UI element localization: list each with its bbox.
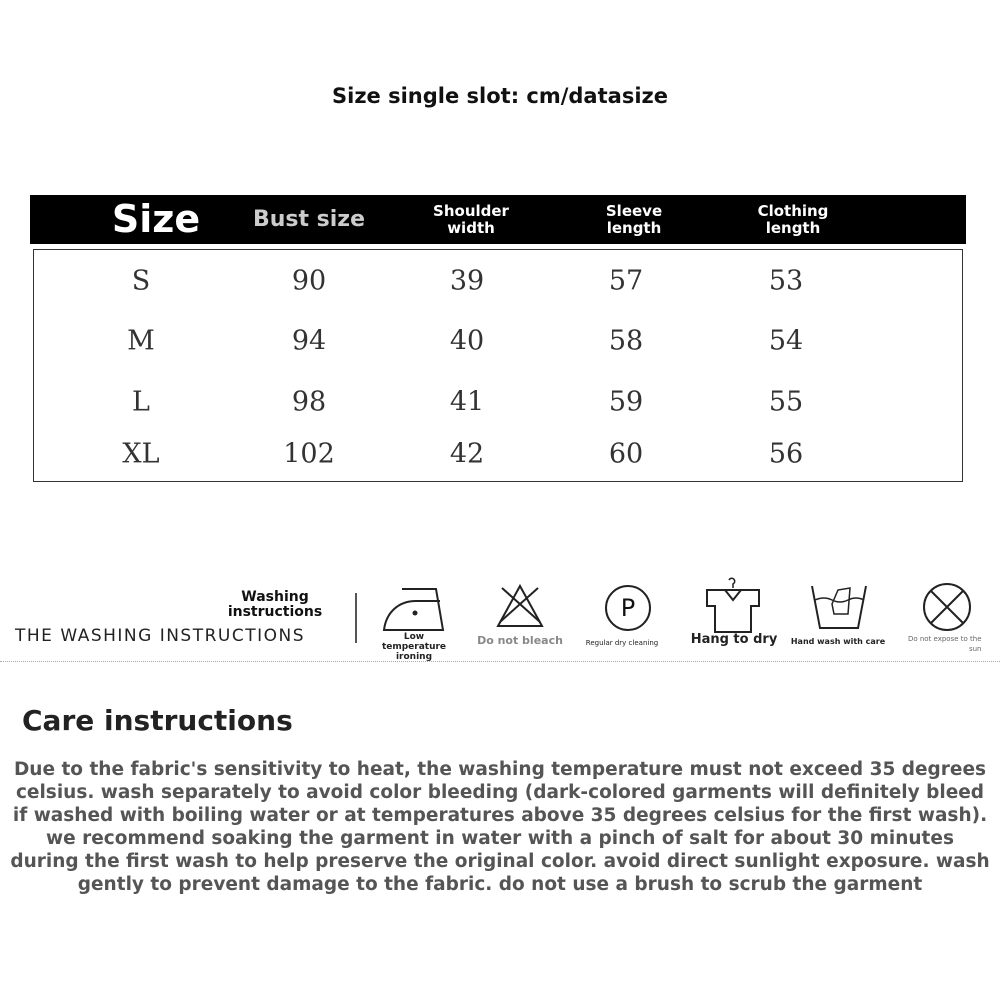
table-cell: 39 bbox=[449, 265, 485, 297]
header-clothing: Clothing length bbox=[757, 201, 829, 237]
table-cell: 42 bbox=[449, 438, 485, 470]
size-label: M bbox=[127, 325, 155, 357]
size-table-header bbox=[30, 195, 966, 244]
care-title: Care instructions bbox=[22, 704, 293, 737]
svg-text:P: P bbox=[620, 594, 636, 622]
hand-wash-icon bbox=[810, 584, 868, 632]
label-no-sun: Do not expose to the sun bbox=[907, 635, 982, 653]
table-cell: 56 bbox=[768, 438, 804, 470]
table-cell: 53 bbox=[768, 265, 804, 297]
table-cell: 58 bbox=[608, 325, 644, 357]
label-dry-clean: Regular dry cleaning bbox=[585, 639, 659, 647]
dry-clean-p-icon bbox=[603, 583, 653, 633]
table-cell: 60 bbox=[608, 438, 644, 470]
table-cell: 40 bbox=[449, 325, 485, 357]
care-text: Due to the fabric's sensitivity to heat, the washing temperature must not exceed 35 degrees celsius. wash separately to avoid color bleeding (dark-colored garments will definitely bleed if washed with boiling water or at temperatures above 35 degrees celsius for the first wash). we recommend soaking the garment in water with a pinch of salt for about 30 minutes during the first wash to help preserve the original color. avoid direct sunlight exposure. wash gently to prevent damage to the fabric. do not use a brush to scrub the garment bbox=[10, 759, 990, 895]
table-cell: 54 bbox=[768, 325, 804, 357]
header-bust: Bust size bbox=[252, 207, 366, 232]
table-cell: 59 bbox=[608, 386, 644, 418]
iron-icon bbox=[380, 585, 446, 637]
header-shoulder: Shoulder width bbox=[433, 201, 509, 237]
hang-dry-icon bbox=[703, 576, 763, 634]
no-bleach-icon bbox=[494, 582, 546, 632]
washing-subheading: THE WASHING INSTRUCTIONS bbox=[15, 626, 306, 646]
label-hang-dry: Hang to dry bbox=[690, 632, 778, 647]
size-label: L bbox=[132, 386, 150, 418]
label-hand-wash: Hand wash with care bbox=[790, 637, 886, 646]
label-iron: Low temperature ironing bbox=[381, 632, 447, 662]
table-cell: 41 bbox=[449, 386, 485, 418]
table-cell: 94 bbox=[291, 325, 327, 357]
table-cell: 102 bbox=[283, 438, 335, 470]
washing-heading: Washing instructions bbox=[227, 589, 323, 620]
table-cell: 57 bbox=[608, 265, 644, 297]
table-cell: 55 bbox=[768, 386, 804, 418]
label-no-bleach: Do not bleach bbox=[477, 634, 563, 647]
page-title: Size single slot: cm/datasize bbox=[332, 84, 668, 108]
table-cell: 90 bbox=[291, 265, 327, 297]
size-label: XL bbox=[122, 438, 160, 470]
no-sun-icon bbox=[921, 582, 973, 632]
size-label: S bbox=[131, 265, 151, 297]
divider bbox=[355, 593, 357, 643]
size-table-body bbox=[33, 249, 963, 482]
header-size: Size bbox=[111, 197, 201, 241]
table-cell: 98 bbox=[291, 386, 327, 418]
header-sleeve: Sleeve length bbox=[605, 201, 663, 237]
dotted-divider bbox=[0, 661, 1000, 662]
